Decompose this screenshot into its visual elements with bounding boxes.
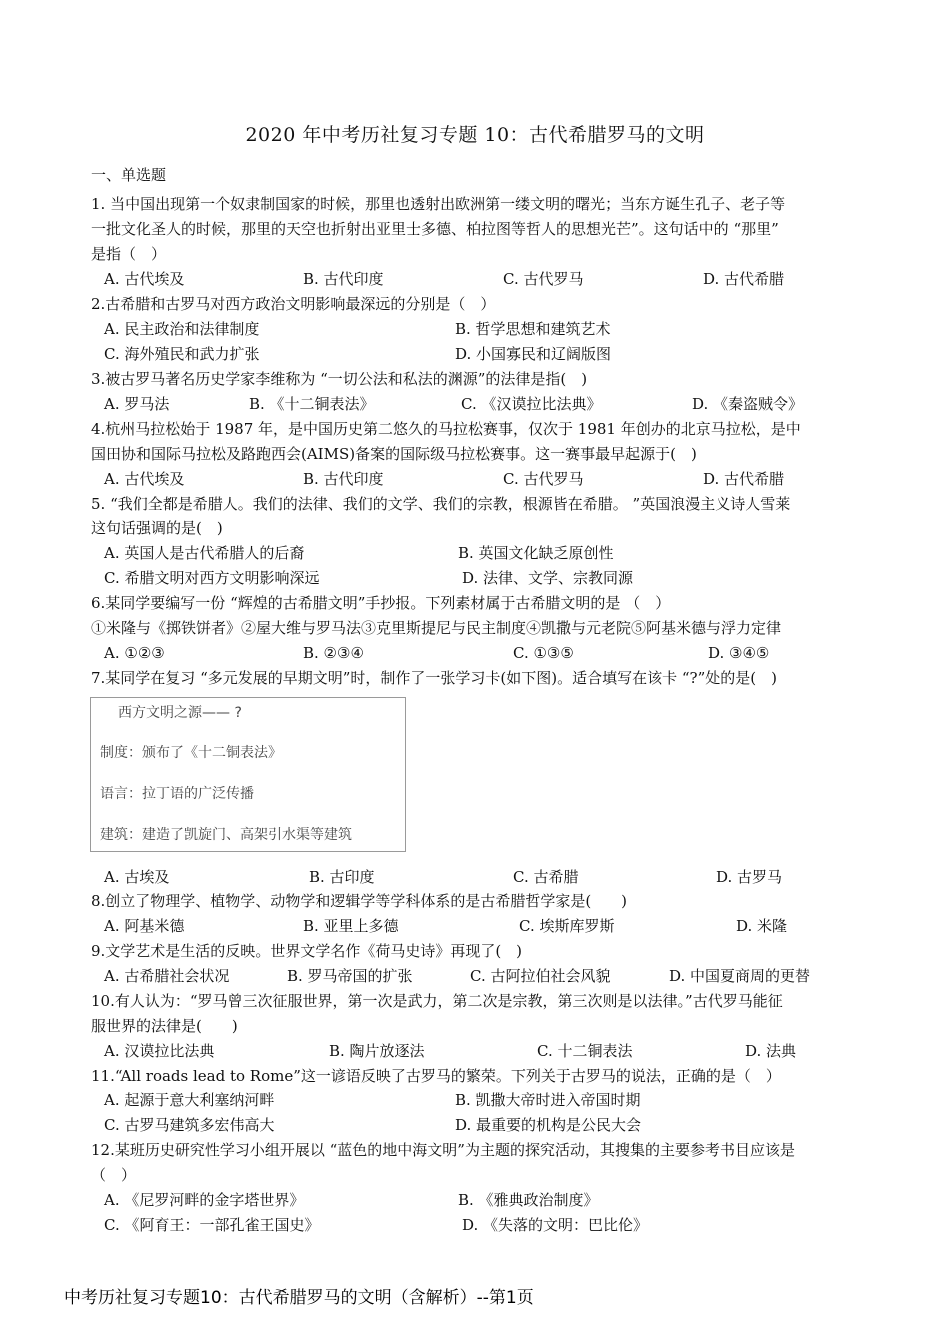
question-5-text-line-2: 这句话强调的是( ) — [91, 519, 223, 537]
question-12-option-d[interactable]: D. 《失落的文明：巴比伦》 — [462, 1216, 649, 1234]
question-10-option-d[interactable]: D. 法典 — [745, 1042, 797, 1060]
question-6-option-c[interactable]: C. ①③⑤ — [513, 644, 574, 662]
study-card-image — [90, 697, 406, 852]
section-heading: 一、单选题 — [91, 166, 167, 184]
question-11-option-b[interactable]: B. 凯撒大帝时进入帝国时期 — [455, 1091, 641, 1109]
question-4-option-d[interactable]: D. 古代希腊 — [703, 470, 785, 488]
question-11-text: 11.“All roads lead to Rome”这一谚语反映了古罗马的繁荣。下列关于古罗马的说法，正确的是（ ） — [91, 1067, 781, 1085]
question-7-option-a[interactable]: A. 古埃及 — [104, 868, 170, 886]
question-4-option-b[interactable]: B. 古代印度 — [303, 470, 384, 488]
question-7-text: 7.某同学在复习 “多元发展的早期文明”时，制作了一张学习卡(如下图)。适合填写在该卡 “?”处的是( ) — [91, 669, 777, 687]
question-1-text-line-2: 一批文化圣人的时候，那里的天空也折射出亚里士多德、柏拉图等哲人的思想光芒”。这句话中的 “那里” — [91, 220, 779, 238]
question-2-option-d[interactable]: D. 小国寡民和辽阔版图 — [455, 345, 612, 363]
question-11-option-d[interactable]: D. 最重要的机构是公民大会 — [455, 1116, 642, 1134]
question-9-option-a[interactable]: A. 古希腊社会状况 — [104, 967, 230, 985]
question-4-option-a[interactable]: A. 古代埃及 — [104, 470, 185, 488]
question-5-option-d[interactable]: D. 法律、文学、宗教同源 — [462, 569, 634, 587]
question-9-option-d[interactable]: D. 中国夏商周的更替 — [669, 967, 811, 985]
question-3-option-d[interactable]: D. 《秦盗贼令》 — [692, 395, 804, 413]
study-card-system: 制度：颁布了《十二铜表法》 — [100, 745, 282, 761]
question-9-option-c[interactable]: C. 古阿拉伯社会风貌 — [470, 967, 611, 985]
question-1-option-a[interactable]: A. 古代埃及 — [104, 270, 185, 288]
question-12-option-a[interactable]: A. 《尼罗河畔的金字塔世界》 — [104, 1191, 305, 1209]
question-6-text-line-2: ①米隆与《掷铁饼者》②屋大维与罗马法③克里斯提尼与民主制度④凯撒与元老院⑤阿基米德与浮力定律 — [91, 619, 782, 637]
page-footer: 中考历社复习专题10：古代希腊罗马的文明（含解析）--第1页 — [64, 1288, 534, 1308]
question-6-option-a[interactable]: A. ①②③ — [104, 644, 165, 662]
question-2-option-a[interactable]: A. 民主政治和法律制度 — [104, 320, 260, 338]
question-6-option-b[interactable]: B. ②③④ — [303, 644, 364, 662]
question-5-option-b[interactable]: B. 英国文化缺乏原创性 — [458, 544, 614, 562]
question-3-option-c[interactable]: C. 《汉谟拉比法典》 — [461, 395, 602, 413]
question-1-option-c[interactable]: C. 古代罗马 — [503, 270, 584, 288]
question-4-option-c[interactable]: C. 古代罗马 — [503, 470, 584, 488]
question-8-text: 8.创立了物理学、植物学、动物学和逻辑学等学科体系的是古希腊哲学家是( ) — [91, 892, 628, 910]
question-2-option-b[interactable]: B. 哲学思想和建筑艺术 — [455, 320, 611, 338]
question-10-text-line-2: 服世界的法律是( ) — [91, 1017, 238, 1035]
study-card-architecture: 建筑：建造了凯旋门、高架引水渠等建筑 — [100, 827, 352, 843]
question-5-option-a[interactable]: A. 英国人是古代希腊人的后裔 — [104, 544, 305, 562]
question-12-text-line-2: （ ） — [91, 1166, 137, 1184]
question-9-option-b[interactable]: B. 罗马帝国的扩张 — [287, 967, 413, 985]
question-8-option-c[interactable]: C. 埃斯库罗斯 — [519, 917, 615, 935]
question-1-option-d[interactable]: D. 古代希腊 — [703, 270, 785, 288]
question-6-option-d[interactable]: D. ③④⑤ — [708, 644, 770, 662]
question-1-option-b[interactable]: B. 古代印度 — [303, 270, 384, 288]
question-2-text: 2.古希腊和古罗马对西方政治文明影响最深远的分别是（ ） — [91, 295, 496, 313]
question-1-text-line-1: 1. 当中国出现第一个奴隶制国家的时候，那里也透射出欧洲第一缕文明的曙光；当东方诞生孔子、老子等 — [91, 195, 786, 213]
question-3-option-b[interactable]: B. 《十二铜表法》 — [249, 395, 375, 413]
question-12-text-line-1: 12.某班历史研究性学习小组开展以 “蓝色的地中海文明”为主题的探究活动，其搜集的主要参考书目应该是 — [91, 1141, 795, 1159]
question-7-option-c[interactable]: C. 古希腊 — [513, 868, 579, 886]
question-12-option-b[interactable]: B. 《雅典政治制度》 — [458, 1191, 599, 1209]
question-8-option-a[interactable]: A. 阿基米德 — [104, 917, 185, 935]
question-10-text-line-1: 10.有人认为：“罗马曾三次征服世界，第一次是武力，第二次是宗教，第三次则是以法律。”古代罗马能征 — [91, 992, 783, 1010]
question-7-option-d[interactable]: D. 古罗马 — [716, 868, 783, 886]
page-title: 2020 年中考历社复习专题 10：古代希腊罗马的文明 — [245, 124, 705, 146]
question-2-option-c[interactable]: C. 海外殖民和武力扩张 — [104, 345, 260, 363]
question-11-option-a[interactable]: A. 起源于意大利塞纳河畔 — [104, 1091, 275, 1109]
question-1-text-line-3: 是指（ ） — [91, 245, 167, 263]
study-card-language: 语言：拉丁语的广泛传播 — [100, 786, 254, 802]
question-10-option-a[interactable]: A. 汉谟拉比法典 — [104, 1042, 215, 1060]
question-3-text: 3.被古罗马著名历史学家李维称为 “一切公法和私法的渊源”的法律是指( ) — [91, 370, 588, 388]
question-5-option-c[interactable]: C. 希腊文明对西方文明影响深远 — [104, 569, 320, 587]
question-8-option-b[interactable]: B. 亚里上多德 — [303, 917, 399, 935]
question-4-text-line-2: 国田协和国际马拉松及路跑西会(AIMS)备案的国际级马拉松赛事。这一赛事最早起源于( ) — [91, 445, 697, 463]
study-card-title: 西方文明之源—— ? — [118, 705, 242, 721]
question-5-text-line-1: 5. “我们全都是希腊人。我们的法律、我们的文学、我们的宗教，根源皆在希腊。 ”英国浪漫主义诗人雪莱 — [91, 495, 791, 513]
question-3-option-a[interactable]: A. 罗马法 — [104, 395, 170, 413]
question-9-text: 9.文学艺术是生活的反映。世界文学名作《荷马史诗》再现了( ) — [91, 942, 523, 960]
question-4-text-line-1: 4.杭州马拉松始于 1987 年，是中国历史第二悠久的马拉松赛事，仅次于 1981 年创办的北京马拉松，是中 — [91, 420, 801, 438]
question-12-option-c[interactable]: C. 《阿育王：一部孔雀王国史》 — [104, 1216, 320, 1234]
question-10-option-c[interactable]: C. 十二铜表法 — [537, 1042, 633, 1060]
question-6-text-line-1: 6.某同学要编写一份 “辉煌的古希腊文明”手抄报。下列素材属于古希腊文明的是 （ ） — [91, 594, 671, 612]
question-11-option-c[interactable]: C. 古罗马建筑多宏伟高大 — [104, 1116, 275, 1134]
question-10-option-b[interactable]: B. 陶片放逐法 — [329, 1042, 425, 1060]
question-8-option-d[interactable]: D. 米隆 — [736, 917, 788, 935]
question-7-option-b[interactable]: B. 古印度 — [309, 868, 375, 886]
